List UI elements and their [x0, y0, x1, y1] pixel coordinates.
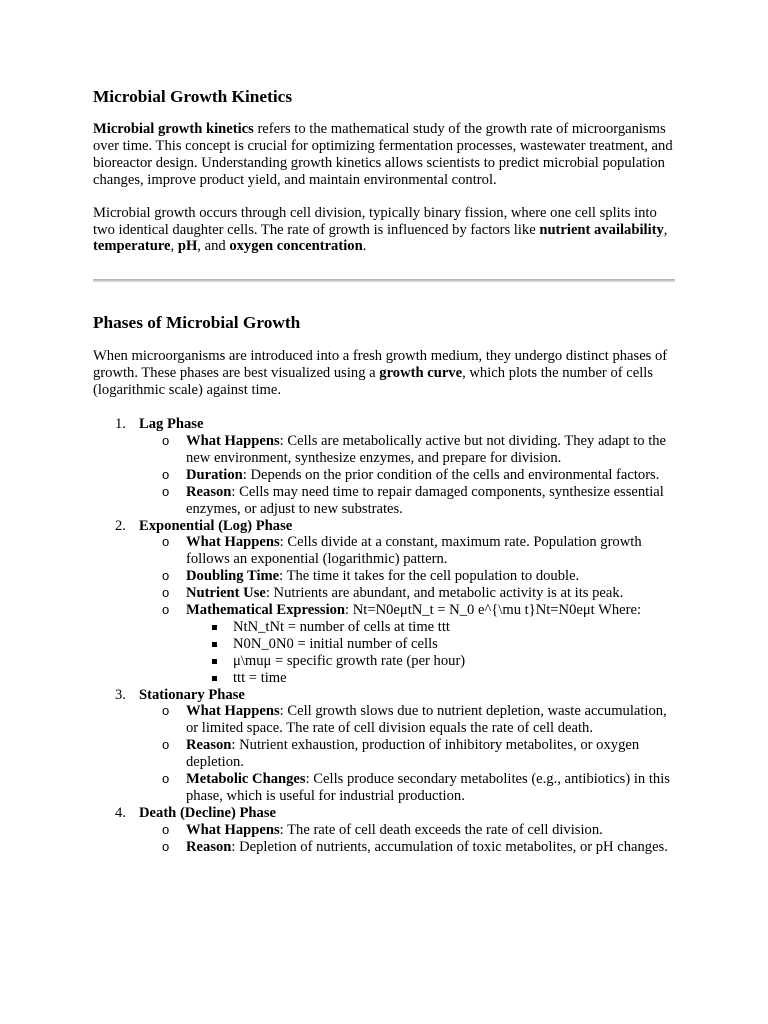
detail-text: : The rate of cell death exceeds the rate of cell division.: [279, 821, 603, 838]
phase-detail-item: [139, 568, 675, 585]
phase-detail-item: [139, 822, 675, 839]
intro-paragraph-1: [93, 121, 675, 189]
phase-item: [93, 687, 675, 805]
phase-details-list: [139, 822, 675, 856]
detail-label: What Happens: [186, 703, 280, 720]
growth-curve-term: growth curve: [379, 365, 463, 382]
separator: ,: [170, 238, 178, 255]
phase-detail-item: [139, 484, 675, 518]
section-intro-paragraph: [93, 348, 675, 399]
phase-name: Exponential (Log) Phase: [139, 517, 293, 534]
detail-text: : Nutrients are abundant, and metabolic activity is at its peak.: [265, 585, 624, 602]
detail-label: Reason: [186, 838, 232, 855]
horizontal-divider: [93, 279, 675, 282]
section-text: When microorganisms are introduced into a fresh growth medium, they undergo distinct phases of growth. These phases are best visualized using a: [93, 348, 668, 382]
detail-label: What Happens: [186, 534, 280, 551]
detail-text: : Cells divide at a constant, maximum rate. Population growth follows an exponential (logarithmic) pattern.: [186, 534, 642, 568]
intro-text: refers to the mathematical study of the growth rate of microorganisms over time. This concept is crucial for optimizing fermentation processes, wastewater treatment, and bioreactor design. Understanding growth kinetics allows scientists to predict microbial population changes, improve product yield, and maintain environmental control.: [93, 121, 673, 188]
circle-bullet-icon: o: [162, 737, 170, 753]
detail-text: : The time it takes for the cell population to double.: [279, 568, 580, 585]
phases-list: [93, 416, 675, 856]
phase-number: 1.: [115, 416, 126, 433]
detail-text: : Depends on the prior condition of the cells and environmental factors.: [242, 466, 660, 483]
phase-detail-item: [139, 703, 675, 737]
separator: ,: [663, 221, 668, 238]
phase-item: [93, 518, 675, 687]
circle-bullet-icon: o: [162, 585, 170, 601]
detail-text: : Nutrient exhaustion, production of inhibitory metabolites, or oxygen depletion.: [186, 737, 640, 771]
intro-bold-term: Microbial growth kinetics: [93, 121, 254, 137]
formula-variables-list: [186, 619, 675, 687]
factor-ph: pH: [177, 238, 198, 255]
phase-number: 2.: [115, 517, 126, 534]
detail-label: Duration: [186, 466, 243, 483]
variable-text: N0N_0N0 = initial number of cells: [233, 635, 438, 652]
formula-variable-item: [186, 670, 675, 687]
phase-name: Stationary Phase: [139, 686, 245, 703]
circle-bullet-icon: o: [162, 568, 170, 584]
square-bullet-icon: [212, 676, 217, 681]
detail-label: Doubling Time: [186, 568, 280, 585]
factor-nutrient: nutrient availability: [539, 221, 664, 238]
phase-detail-item: [139, 771, 675, 805]
formula-variable-item: [186, 636, 675, 653]
document-page: [93, 86, 675, 856]
separator: , and: [197, 238, 230, 255]
detail-label: Reason: [186, 483, 232, 500]
circle-bullet-icon: o: [162, 602, 170, 618]
detail-label: Nutrient Use: [186, 585, 266, 602]
formula-variable-item: [186, 653, 675, 670]
square-bullet-icon: [212, 659, 217, 664]
detail-text: : Cells produce secondary metabolites (e.g., antibiotics) in this phase, which is useful for industrial production.: [186, 771, 670, 804]
phase-detail-item: [139, 534, 675, 568]
detail-label: What Happens: [186, 821, 280, 838]
phase-number: 4.: [115, 804, 126, 821]
factor-oxygen: oxygen concentration: [229, 238, 363, 255]
circle-bullet-icon: o: [162, 466, 170, 482]
detail-text: : Cells are metabolically active but not dividing. They adapt to the new environment, synthesize enzymes, and prepare for division.: [186, 432, 667, 466]
detail-label: What Happens: [186, 432, 280, 449]
detail-label: Metabolic Changes: [186, 771, 306, 788]
detail-text: : Nt=N0eμtN_t = N_0 e^{\mu t}Nt=N0eμt Where:: [345, 602, 642, 619]
phase-detail-item: [139, 433, 675, 467]
circle-bullet-icon: o: [162, 821, 170, 837]
formula-variable-item: [186, 619, 675, 636]
circle-bullet-icon: o: [162, 483, 170, 499]
phase-detail-item: [139, 839, 675, 856]
section-title: Phases of Microbial Growth: [93, 313, 301, 333]
detail-label: Mathematical Expression: [186, 602, 346, 619]
detail-label: Reason: [186, 737, 232, 754]
intro-text: Microbial growth occurs through cell division, typically binary fission, where one cell splits into two identical daughter cells. The rate of growth is influenced by factors like: [93, 204, 657, 238]
circle-bullet-icon: o: [162, 432, 170, 448]
phase-details-list: [139, 703, 675, 804]
circle-bullet-icon: o: [162, 838, 170, 854]
variable-text: ttt = time: [233, 669, 287, 686]
phase-details-list: [139, 433, 675, 518]
square-bullet-icon: [212, 625, 217, 630]
phase-detail-item: [139, 585, 675, 602]
detail-text: : Cells may need time to repair damaged components, synthesize essential enzymes, or adjust to new substrates.: [186, 483, 664, 517]
intro-paragraph-2: [93, 205, 675, 256]
phase-detail-item: [139, 467, 675, 484]
period: .: [362, 238, 367, 255]
section-text: , which plots the number of cells (logarithmic scale) against time.: [93, 365, 653, 399]
factor-temperature: temperature: [93, 238, 171, 255]
variable-text: μ\muμ = specific growth rate (per hour): [233, 652, 466, 669]
detail-text: : Cell growth slows due to nutrient depletion, waste accumulation, or limited space. The rate of cell division equals the rate of cell death.: [186, 703, 667, 737]
phase-detail-item: [139, 737, 675, 771]
circle-bullet-icon: o: [162, 771, 170, 787]
variable-text: NtN_tNt = number of cells at time ttt: [233, 618, 450, 635]
circle-bullet-icon: o: [162, 534, 170, 550]
detail-text: : Depletion of nutrients, accumulation of toxic metabolites, or pH changes.: [231, 838, 668, 855]
phase-details-list: [139, 534, 675, 686]
phase-item: [93, 416, 675, 517]
phase-number: 3.: [115, 686, 126, 703]
phase-item: [93, 805, 675, 856]
phase-name: Lag Phase: [139, 416, 204, 433]
phase-name: Death (Decline) Phase: [139, 804, 276, 821]
phase-detail-item: [139, 602, 675, 687]
square-bullet-icon: [212, 642, 217, 647]
circle-bullet-icon: o: [162, 703, 170, 719]
page-title: Microbial Growth Kinetics: [93, 87, 293, 106]
